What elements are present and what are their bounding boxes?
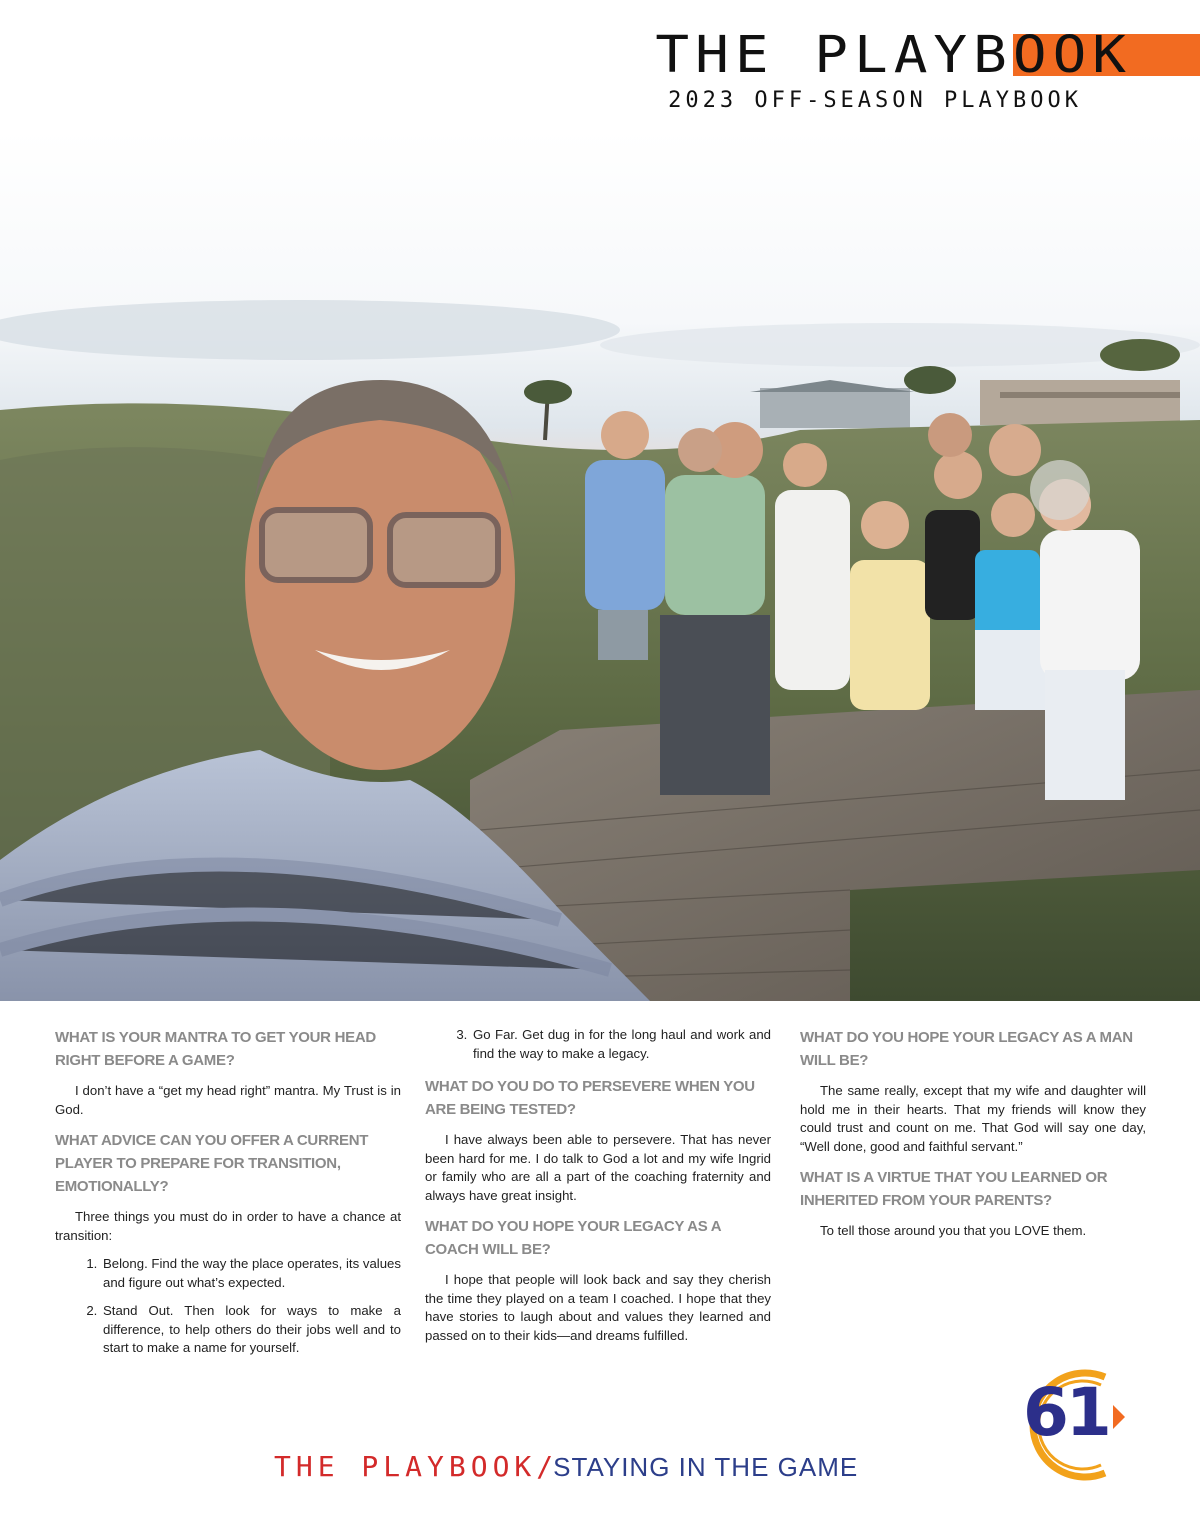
question-heading: WHAT DO YOU DO TO PERSEVERE WHEN YOU ARE BEING TESTED? — [425, 1078, 755, 1118]
numbered-list — [55, 1255, 401, 1358]
footer — [274, 1450, 858, 1490]
footer-brand: THE PLAYBOOK — [274, 1450, 537, 1483]
question-heading: WHAT DO YOU HOPE YOUR LEGACY AS A MAN WILL BE? — [800, 1029, 1133, 1069]
footer-tagline: STAYING IN THE GAME — [553, 1452, 859, 1482]
answer-paragraph: Three things you must do in order to have a chance at transition: — [55, 1209, 401, 1243]
list-item: 1. Belong. Find the way the place operates, its values and figure out what’s expected. — [101, 1255, 401, 1292]
answer-paragraph: I have always been able to persevere. That has never been hard for me. I do talk to God a lot and my wife Ingrid or family who are all a part of the coaching fraternity and always have great insight. — [425, 1132, 771, 1203]
list-item: 2. Stand Out. Then look for ways to make a difference, to help others do their jobs well and to start to make a name for yourself. — [101, 1302, 401, 1358]
answer-paragraph: I hope that people will look back and say they cherish the time they played on a team I coached. I hope that they have stories to laugh about and values they learned and passed on to their kids—and dreams fulfilled. — [425, 1272, 771, 1343]
photo-illustration — [0, 130, 1200, 1001]
answer-paragraph: I don’t have a “get my head right” mantra. My Trust is in God. — [55, 1083, 401, 1117]
numbered-list-continued — [425, 1026, 771, 1063]
answer-paragraph: The same really, except that my wife and daughter will hold me in their hearts. That my friends will know they could trust and count on me. That God will say one day, “Well done, good and faithful servant.” — [800, 1083, 1146, 1154]
article-column-1 — [55, 1026, 401, 1368]
issue-subtitle: 2023 OFF-SEASON PLAYBOOK — [668, 88, 1082, 113]
question-heading: WHAT DO YOU HOPE YOUR LEGACY AS A COACH WILL BE? — [425, 1218, 721, 1258]
question-heading: WHAT IS YOUR MANTRA TO GET YOUR HEAD RIGHT BEFORE A GAME? — [55, 1029, 376, 1069]
question-heading: WHAT IS A VIRTUE THAT YOU LEARNED OR INHERITED FROM YOUR PARENTS? — [800, 1169, 1108, 1209]
answer-paragraph: To tell those around you that you LOVE them. — [820, 1223, 1087, 1238]
article-column-3 — [800, 1026, 1146, 1251]
masthead — [0, 0, 1200, 130]
question-heading: WHAT ADVICE CAN YOU OFFER A CURRENT PLAYER TO PREPARE FOR TRANSITION, EMOTIONALLY? — [55, 1132, 369, 1195]
family-photo — [0, 130, 1200, 1001]
article-column-2 — [425, 1026, 771, 1355]
magazine-title: THE PLAYBOOK — [655, 26, 1132, 85]
footer-slash: / — [536, 1450, 554, 1483]
list-item: 3. Go Far. Get dug in for the long haul and work and find the way to make a legacy. — [471, 1026, 771, 1063]
page-number: 61 — [1023, 1374, 1109, 1451]
